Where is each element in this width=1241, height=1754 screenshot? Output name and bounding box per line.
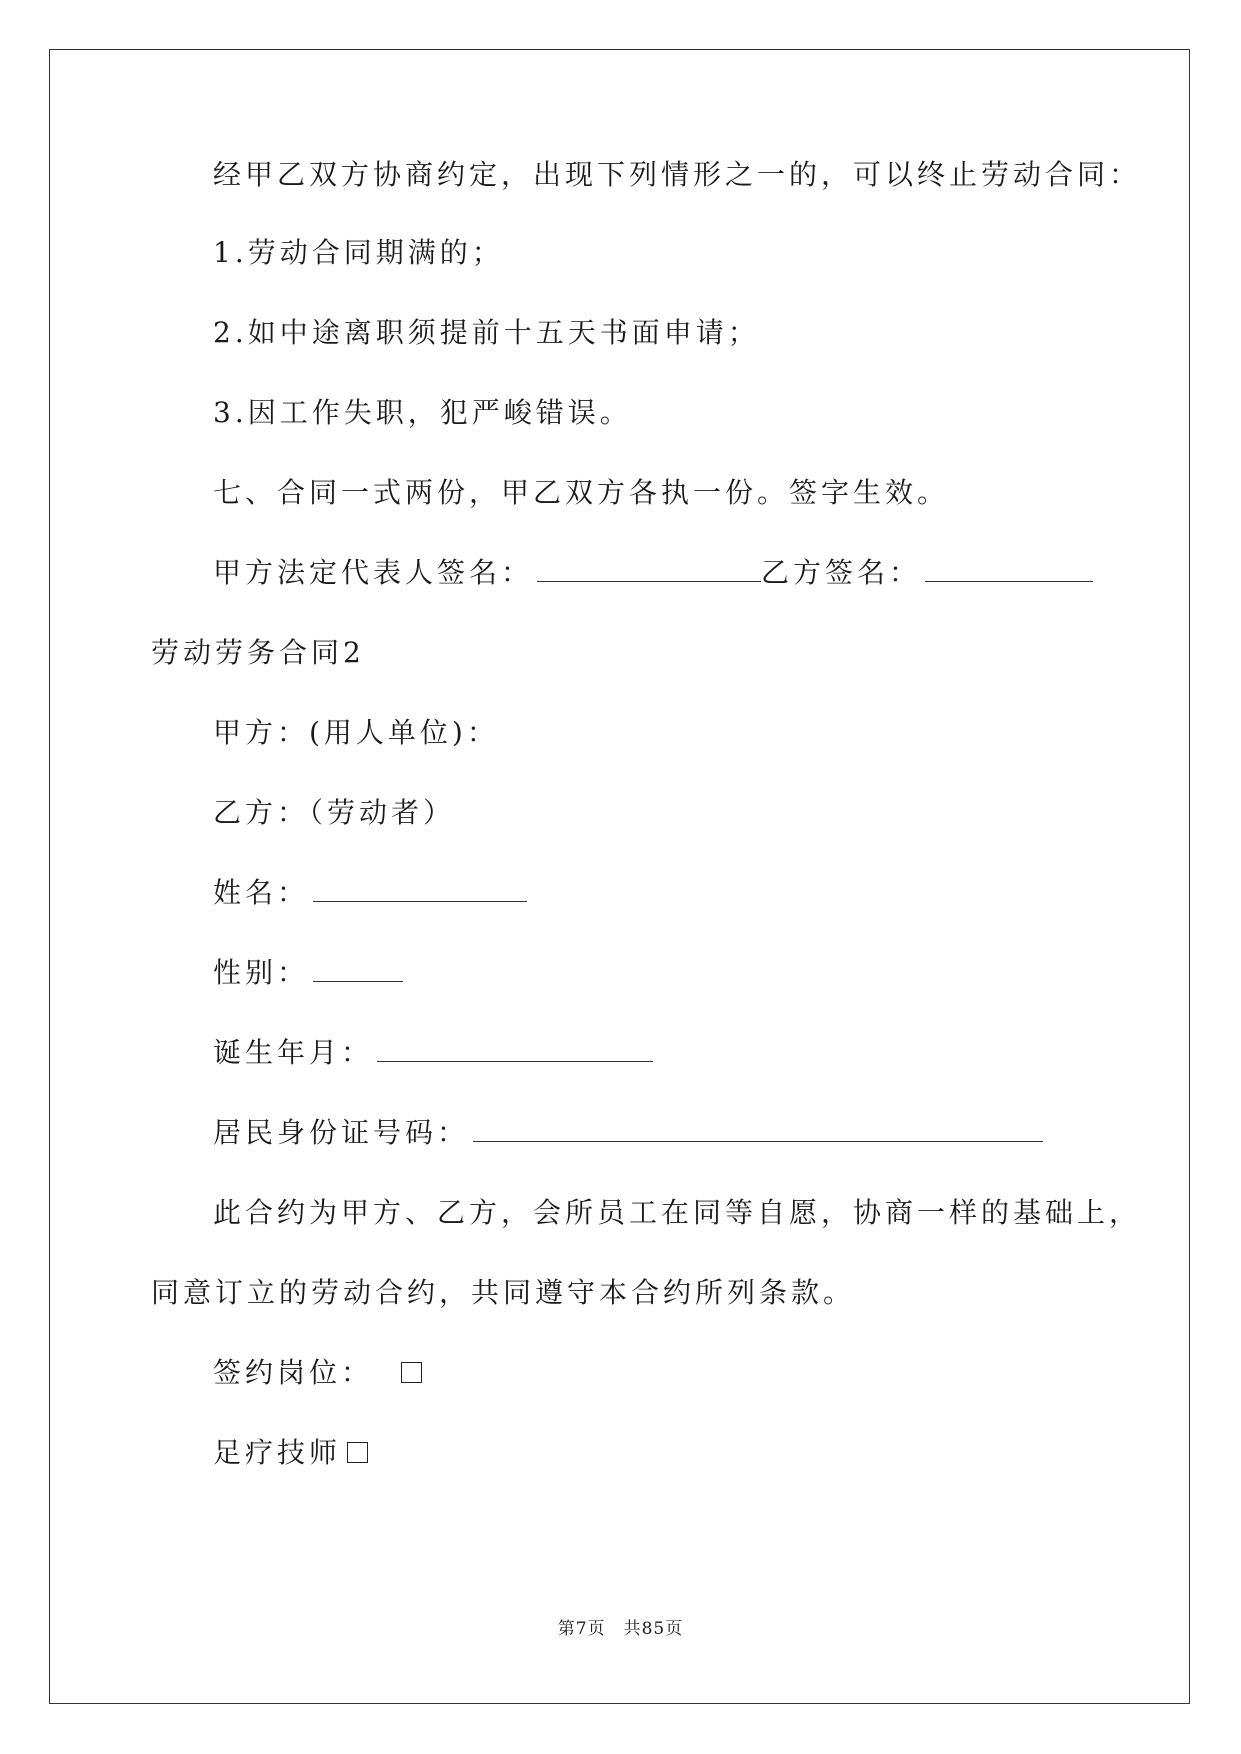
position-row [213,1353,422,1393]
clause-7: 七、合同一式两份，甲乙双方各执一份。签字生效。 [213,476,950,509]
birth-blank [377,1035,653,1062]
gender-blank [313,955,403,982]
position-option-checkbox[interactable] [347,1442,368,1463]
gender-label: 性别： [213,956,310,989]
name-label: 姓名： [213,876,310,909]
id-row [213,1113,1043,1153]
party-a-sign-blank [537,555,761,582]
footer-mid: 页 共 [587,1619,642,1639]
termination-intro: 经甲乙双方协商约定，出现下列情形之一的，可以终止劳动合同： [213,158,1142,191]
birth-row [213,1033,653,1073]
party-a-sign-label: 甲方法定代表人签名： [213,556,534,589]
party-b-sign-blank [925,555,1093,582]
page-footer [0,1617,1241,1641]
id-label: 居民身份证号码： [213,1116,470,1149]
footer-suffix: 页 [665,1619,684,1639]
position-option-label: 足疗技师 [213,1436,342,1469]
position-label: 签约岗位： [213,1356,374,1389]
gender-row [213,953,403,993]
footer-prefix: 第 [557,1619,576,1639]
name-row [213,873,527,913]
termination-item-1: 1.劳动合同期满的； [213,236,504,269]
termination-item-2: 2.如中途离职须提前十五天书面申请； [213,316,760,349]
id-blank [473,1115,1043,1142]
agreement-line-1: 此合约为甲方、乙方，会所员工在同等自愿，协商一样的基础上， [213,1196,1142,1229]
termination-item-3: 3.因工作失职，犯严峻错误。 [213,396,632,429]
birth-label: 诞生年月： [213,1036,374,1069]
agreement-line-2: 同意订立的劳动合约，共同遵守本合约所列条款。 [151,1276,856,1309]
name-blank [313,875,527,902]
position-option-row [213,1433,368,1473]
party-b-line: 乙方：（劳动者） [213,796,456,829]
footer-current-page: 7 [575,1619,588,1639]
footer-total-pages: 85 [641,1619,666,1639]
party-a-line: 甲方：(用人单位)： [213,716,499,749]
contract-2-title: 劳动劳务合同2 [151,636,365,669]
signature-row [213,553,1093,593]
party-b-sign-label: 乙方签名： [761,556,922,589]
position-checkbox[interactable] [401,1362,422,1383]
